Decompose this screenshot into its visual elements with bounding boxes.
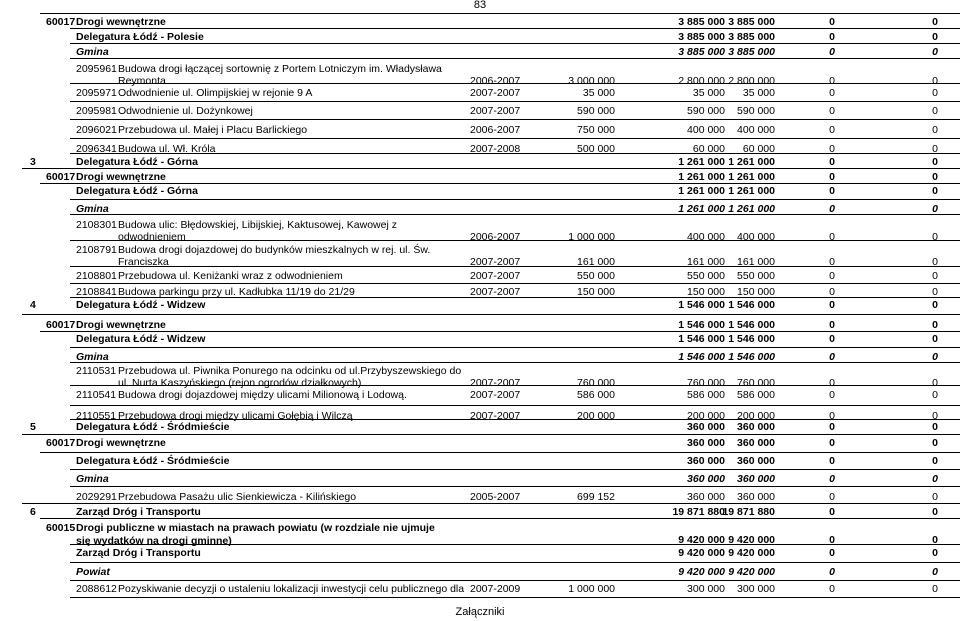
row-divider xyxy=(70,138,960,139)
total-cost: 3 000 000 xyxy=(568,75,615,87)
row-divider xyxy=(70,347,960,348)
task-dates: 2007-2007 xyxy=(470,389,521,401)
external-funds: 0 xyxy=(932,31,938,43)
chapter-code: 60015 xyxy=(46,522,76,534)
other-funds: 0 xyxy=(829,491,835,503)
plan-amount: 586 000 xyxy=(687,389,725,401)
plan-amount: 9 420 000 xyxy=(678,534,725,546)
other-funds: 0 xyxy=(829,46,835,58)
row-divider xyxy=(70,562,960,563)
plan-amount: 161 000 xyxy=(687,256,725,268)
plan-amount: 1 546 000 xyxy=(678,333,725,345)
chapter-name-cont: się wydatków na drogi gminne) xyxy=(76,535,232,547)
table-row xyxy=(0,365,960,389)
lp-number: 3 xyxy=(30,156,36,168)
other-funds: 0 xyxy=(829,583,835,595)
other-funds: 0 xyxy=(829,421,835,433)
plan-amount: 150 000 xyxy=(687,286,725,298)
other-funds: 0 xyxy=(829,534,835,546)
other-funds: 0 xyxy=(829,203,835,215)
plan-amount: 9 420 000 xyxy=(678,566,725,578)
table-row xyxy=(0,185,960,199)
total-cost: 699 152 xyxy=(577,491,615,503)
chapter-code: 60017 xyxy=(46,319,76,331)
other-funds: 0 xyxy=(829,231,835,243)
plan-amount: 200 000 xyxy=(687,410,725,422)
plan-amount: 35 000 xyxy=(692,87,725,99)
unit-name: Delegatura Łódź - Widzew xyxy=(76,299,206,311)
external-funds: 0 xyxy=(932,156,938,168)
budget-amount: 35 000 xyxy=(742,87,775,99)
other-funds: 0 xyxy=(829,270,835,282)
task-dates: 2007-2008 xyxy=(470,143,521,155)
external-funds: 0 xyxy=(932,105,938,117)
task-description: Budowa drogi łączącej sortownię z Portem Lotniczym im. Władysława xyxy=(118,63,442,75)
task-dates: 2006-2007 xyxy=(470,124,521,136)
row-divider xyxy=(70,199,960,200)
other-funds: 0 xyxy=(829,473,835,485)
task-description: Przebudowa ul. Piwnika Ponurego na odcinku od ul.Przybyszewskiego do xyxy=(118,365,462,377)
external-funds: 0 xyxy=(932,256,938,268)
task-dates: 2007-2007 xyxy=(470,105,521,117)
plan-amount: 1 261 000 xyxy=(678,171,725,183)
budget-amount: 9 420 000 xyxy=(728,566,775,578)
external-funds: 0 xyxy=(932,389,938,401)
task-description: Pozyskiwanie decyzji o ustaleniu lokalizacji inwestycji celu publicznego dla xyxy=(118,583,465,595)
row-divider xyxy=(70,544,960,545)
table-row xyxy=(0,333,960,347)
task-description: Budowa ul. Wł. Króla xyxy=(118,143,216,155)
table-row xyxy=(0,299,960,313)
external-funds: 0 xyxy=(932,583,938,595)
other-funds: 0 xyxy=(829,124,835,136)
external-funds: 0 xyxy=(932,299,938,311)
task-description: Budowa drogi dojazdowej do budynków mieszkalnych w rej. ul. Św. xyxy=(118,244,431,256)
other-funds: 0 xyxy=(829,16,835,28)
table-row xyxy=(0,124,960,138)
budget-amount: 150 000 xyxy=(737,286,775,298)
table-row xyxy=(0,473,960,487)
task-code: 2108841 xyxy=(76,286,117,298)
plan-amount: 1 546 000 xyxy=(678,299,725,311)
task-description: Budowa drogi dojazdowej między ulicami Milionową i Lodową. xyxy=(118,389,407,401)
task-code: 2110531 xyxy=(76,365,117,377)
total-cost: 550 000 xyxy=(577,270,615,282)
budget-amount: 1 261 000 xyxy=(728,171,775,183)
other-funds: 0 xyxy=(829,566,835,578)
row-divider xyxy=(70,486,960,487)
budget-amount: 400 000 xyxy=(737,231,775,243)
plan-amount: 9 420 000 xyxy=(678,547,725,559)
task-code: 2108801 xyxy=(76,270,117,282)
row-divider xyxy=(40,452,960,453)
row-divider xyxy=(70,469,960,470)
budget-amount: 1 546 000 xyxy=(728,319,775,331)
other-funds: 0 xyxy=(829,437,835,449)
budget-type: Powiat xyxy=(76,566,110,578)
total-cost: 200 000 xyxy=(577,410,615,422)
budget-amount: 586 000 xyxy=(737,389,775,401)
task-description-cont: ul. Nurta Kaszyńskiego (rejon ogrodów działkowych) xyxy=(118,377,362,389)
chapter-name: Drogi wewnętrzne xyxy=(76,319,166,331)
other-funds: 0 xyxy=(829,31,835,43)
task-code: 2088612 xyxy=(76,583,117,595)
budget-type: Gmina xyxy=(76,46,109,58)
budget-amount: 300 000 xyxy=(737,583,775,595)
table-row xyxy=(0,87,960,101)
row-divider xyxy=(70,419,960,420)
chapter-name: Drogi wewnętrzne xyxy=(76,171,166,183)
row-divider xyxy=(70,266,960,267)
task-dates: 2007-2007 xyxy=(470,410,521,422)
task-code: 2095971 xyxy=(76,87,117,99)
budget-amount: 360 000 xyxy=(737,455,775,467)
external-funds: 0 xyxy=(932,46,938,58)
plan-amount: 400 000 xyxy=(687,231,725,243)
task-description: Odwodnienie ul. Olimpijskiej w rejonie 9 A xyxy=(118,87,313,99)
plan-amount: 2 800 000 xyxy=(678,75,725,87)
task-description-cont: odwodnieniem xyxy=(118,231,186,243)
plan-amount: 360 000 xyxy=(687,473,725,485)
task-code: 2108301 xyxy=(76,219,117,231)
task-dates: 2007-2009 xyxy=(470,583,521,595)
budget-amount: 60 000 xyxy=(742,143,775,155)
row-divider xyxy=(70,58,960,59)
total-cost: 586 000 xyxy=(577,389,615,401)
other-funds: 0 xyxy=(829,105,835,117)
task-description: Przebudowa ul. Keniżanki wraz z odwodnieniem xyxy=(118,270,343,282)
table-row xyxy=(0,143,960,157)
task-code: 2108791 xyxy=(76,244,117,256)
budget-amount: 3 885 000 xyxy=(728,31,775,43)
budget-amount: 1 546 000 xyxy=(728,299,775,311)
plan-amount: 360 000 xyxy=(687,437,725,449)
total-cost: 35 000 xyxy=(582,87,615,99)
external-funds: 0 xyxy=(932,506,938,518)
task-code: 2095961 xyxy=(76,63,117,75)
table-row xyxy=(0,437,960,451)
total-cost: 1 000 000 xyxy=(568,583,615,595)
budget-amount: 590 000 xyxy=(737,105,775,117)
task-dates: 2006-2007 xyxy=(470,75,521,87)
plan-amount: 3 885 000 xyxy=(678,31,725,43)
row-divider xyxy=(40,13,960,14)
unit-name: Delegatura Łódź - Polesie xyxy=(76,31,204,43)
chapter-name: Drogi publiczne w miastach na prawach powiatu (w rozdziale nie ujmuje xyxy=(76,522,435,534)
plan-amount: 360 000 xyxy=(687,491,725,503)
other-funds: 0 xyxy=(829,351,835,363)
chapter-name: Drogi wewnętrzne xyxy=(76,16,166,28)
external-funds: 0 xyxy=(932,319,938,331)
table-row xyxy=(0,547,960,561)
plan-amount: 1 546 000 xyxy=(678,351,725,363)
other-funds: 0 xyxy=(829,185,835,197)
lp-number: 4 xyxy=(30,299,36,311)
plan-amount: 19 871 880 xyxy=(672,506,725,518)
external-funds: 0 xyxy=(932,75,938,87)
budget-amount: 19 871 880 xyxy=(722,506,775,518)
budget-amount: 200 000 xyxy=(737,410,775,422)
budget-amount: 1 261 000 xyxy=(728,156,775,168)
plan-amount: 1 261 000 xyxy=(678,156,725,168)
chapter-name: Drogi wewnętrzne xyxy=(76,437,166,449)
plan-amount: 1 261 000 xyxy=(678,185,725,197)
budget-type: Gmina xyxy=(76,473,109,485)
row-divider xyxy=(70,214,960,215)
other-funds: 0 xyxy=(829,410,835,422)
budget-amount: 2 800 000 xyxy=(728,75,775,87)
total-cost: 1 000 000 xyxy=(568,231,615,243)
task-dates: 2007-2007 xyxy=(470,286,521,298)
budget-amount: 161 000 xyxy=(737,256,775,268)
task-description: Przebudowa Pasażu ulic Sienkiewicza - Kilińskiego xyxy=(118,491,357,503)
external-funds: 0 xyxy=(932,16,938,28)
total-cost: 590 000 xyxy=(577,105,615,117)
unit-name: Delegatura Łódź - Śródmieście xyxy=(76,455,230,467)
total-cost: 161 000 xyxy=(577,256,615,268)
budget-amount: 9 420 000 xyxy=(728,534,775,546)
external-funds: 0 xyxy=(932,143,938,155)
task-dates: 2007-2007 xyxy=(470,87,521,99)
external-funds: 0 xyxy=(932,547,938,559)
plan-amount: 3 885 000 xyxy=(678,16,725,28)
plan-amount: 760 000 xyxy=(687,377,725,389)
table-row xyxy=(0,522,960,550)
task-code: 2096341 xyxy=(76,143,117,155)
row-divider xyxy=(70,119,960,120)
row-divider xyxy=(70,283,960,284)
table-row xyxy=(0,455,960,469)
chapter-code: 60017 xyxy=(46,16,76,28)
unit-name: Delegatura Łódź - Widzew xyxy=(76,333,206,345)
other-funds: 0 xyxy=(829,455,835,467)
external-funds: 0 xyxy=(932,455,938,467)
other-funds: 0 xyxy=(829,75,835,87)
other-funds: 0 xyxy=(829,299,835,311)
task-description: Budowa parkingu przy ul. Kadłubka 11/19 do 21/29 xyxy=(118,286,355,298)
row-divider xyxy=(70,101,960,102)
budget-amount: 1 261 000 xyxy=(728,185,775,197)
plan-amount: 360 000 xyxy=(687,455,725,467)
row-divider xyxy=(70,580,960,581)
page-number: 83 xyxy=(473,0,487,11)
row-divider xyxy=(70,28,960,29)
external-funds: 0 xyxy=(932,437,938,449)
total-cost: 150 000 xyxy=(577,286,615,298)
task-code: 2110541 xyxy=(76,389,117,401)
plan-amount: 1 546 000 xyxy=(678,319,725,331)
total-cost: 760 000 xyxy=(577,377,615,389)
budget-amount: 360 000 xyxy=(737,421,775,433)
budget-type: Gmina xyxy=(76,203,109,215)
row-divider xyxy=(70,385,960,386)
external-funds: 0 xyxy=(932,185,938,197)
row-divider xyxy=(22,314,960,315)
row-divider xyxy=(22,434,960,435)
task-description: Przebudowa drogi między ulicami Gołębią i Wilczą xyxy=(118,410,353,422)
row-divider xyxy=(40,518,960,519)
task-description: Odwodnienie ul. Dożynkowej xyxy=(118,105,253,117)
unit-name: Delegatura Łódź - Górna xyxy=(76,156,198,168)
chapter-code: 60017 xyxy=(46,171,76,183)
budget-amount: 400 000 xyxy=(737,124,775,136)
budget-amount: 1 546 000 xyxy=(728,351,775,363)
task-dates: 2006-2007 xyxy=(470,231,521,243)
budget-amount: 360 000 xyxy=(737,491,775,503)
external-funds: 0 xyxy=(932,421,938,433)
task-description-cont: Reymonta xyxy=(118,75,166,87)
other-funds: 0 xyxy=(829,143,835,155)
budget-amount: 550 000 xyxy=(737,270,775,282)
task-description-cont: Franciszka xyxy=(118,256,169,268)
chapter-code: 60017 xyxy=(46,437,76,449)
external-funds: 0 xyxy=(932,286,938,298)
task-dates: 2007-2007 xyxy=(470,270,521,282)
other-funds: 0 xyxy=(829,333,835,345)
budget-amount: 360 000 xyxy=(737,437,775,449)
row-divider xyxy=(70,405,960,406)
external-funds: 0 xyxy=(932,377,938,389)
budget-amount: 1 261 000 xyxy=(728,203,775,215)
lp-number: 5 xyxy=(30,421,36,433)
other-funds: 0 xyxy=(829,156,835,168)
unit-name: Delegatura Łódź - Śródmieście xyxy=(76,421,230,433)
other-funds: 0 xyxy=(829,286,835,298)
task-description: Przebudowa ul. Małej i Placu Barlickiego xyxy=(118,124,308,136)
budget-amount: 9 420 000 xyxy=(728,547,775,559)
row-divider xyxy=(70,240,960,241)
plan-amount: 400 000 xyxy=(687,124,725,136)
external-funds: 0 xyxy=(932,534,938,546)
table-row xyxy=(0,421,960,435)
total-cost: 500 000 xyxy=(577,143,615,155)
row-divider xyxy=(40,183,960,184)
unit-name: Delegatura Łódź - Górna xyxy=(76,185,198,197)
external-funds: 0 xyxy=(932,410,938,422)
budget-amount: 3 885 000 xyxy=(728,16,775,28)
external-funds: 0 xyxy=(932,270,938,282)
lp-number: 6 xyxy=(30,506,36,518)
row-divider xyxy=(70,43,960,44)
table-row xyxy=(0,270,960,284)
table-row xyxy=(0,583,960,597)
other-funds: 0 xyxy=(829,506,835,518)
budget-amount: 1 546 000 xyxy=(728,333,775,345)
external-funds: 0 xyxy=(932,491,938,503)
unit-name: Zarząd Dróg i Transportu xyxy=(76,506,201,518)
plan-amount: 3 885 000 xyxy=(678,46,725,58)
budget-type: Gmina xyxy=(76,351,109,363)
budget-amount: 3 885 000 xyxy=(728,46,775,58)
other-funds: 0 xyxy=(829,319,835,331)
row-divider xyxy=(70,597,960,598)
external-funds: 0 xyxy=(932,203,938,215)
other-funds: 0 xyxy=(829,389,835,401)
page-footer: Załączniki xyxy=(455,606,505,618)
row-divider xyxy=(70,153,960,154)
task-code: 2095981 xyxy=(76,105,117,117)
plan-amount: 60 000 xyxy=(692,143,725,155)
task-code: 2029291 xyxy=(76,491,117,503)
plan-amount: 300 000 xyxy=(687,583,725,595)
task-description: Budowa ulic: Błędowskiej, Libijskiej, Kaktusowej, Kawowej z xyxy=(118,219,397,231)
task-dates: 2007-2007 xyxy=(470,256,521,268)
external-funds: 0 xyxy=(932,566,938,578)
other-funds: 0 xyxy=(829,87,835,99)
other-funds: 0 xyxy=(829,256,835,268)
plan-amount: 360 000 xyxy=(687,421,725,433)
external-funds: 0 xyxy=(932,171,938,183)
table-row xyxy=(0,105,960,119)
external-funds: 0 xyxy=(932,333,938,345)
task-dates: 2007-2007 xyxy=(470,377,521,389)
total-cost: 750 000 xyxy=(577,124,615,136)
row-divider xyxy=(40,331,960,332)
row-divider xyxy=(70,297,960,298)
row-divider xyxy=(22,503,960,504)
task-dates: 2005-2007 xyxy=(470,491,521,503)
external-funds: 0 xyxy=(932,231,938,243)
plan-amount: 550 000 xyxy=(687,270,725,282)
budget-amount: 360 000 xyxy=(737,473,775,485)
budget-amount: 760 000 xyxy=(737,377,775,389)
task-code: 2096021 xyxy=(76,124,117,136)
task-code: 2110551 xyxy=(76,410,117,422)
row-divider xyxy=(70,83,960,84)
external-funds: 0 xyxy=(932,351,938,363)
other-funds: 0 xyxy=(829,171,835,183)
external-funds: 0 xyxy=(932,87,938,99)
table-row xyxy=(0,244,960,268)
other-funds: 0 xyxy=(829,547,835,559)
unit-name: Zarząd Dróg i Transportu xyxy=(76,547,201,559)
row-divider xyxy=(22,168,960,169)
external-funds: 0 xyxy=(932,473,938,485)
external-funds: 0 xyxy=(932,124,938,136)
table-row xyxy=(0,566,960,580)
plan-amount: 590 000 xyxy=(687,105,725,117)
plan-amount: 1 261 000 xyxy=(678,203,725,215)
row-divider xyxy=(70,362,960,363)
other-funds: 0 xyxy=(829,377,835,389)
